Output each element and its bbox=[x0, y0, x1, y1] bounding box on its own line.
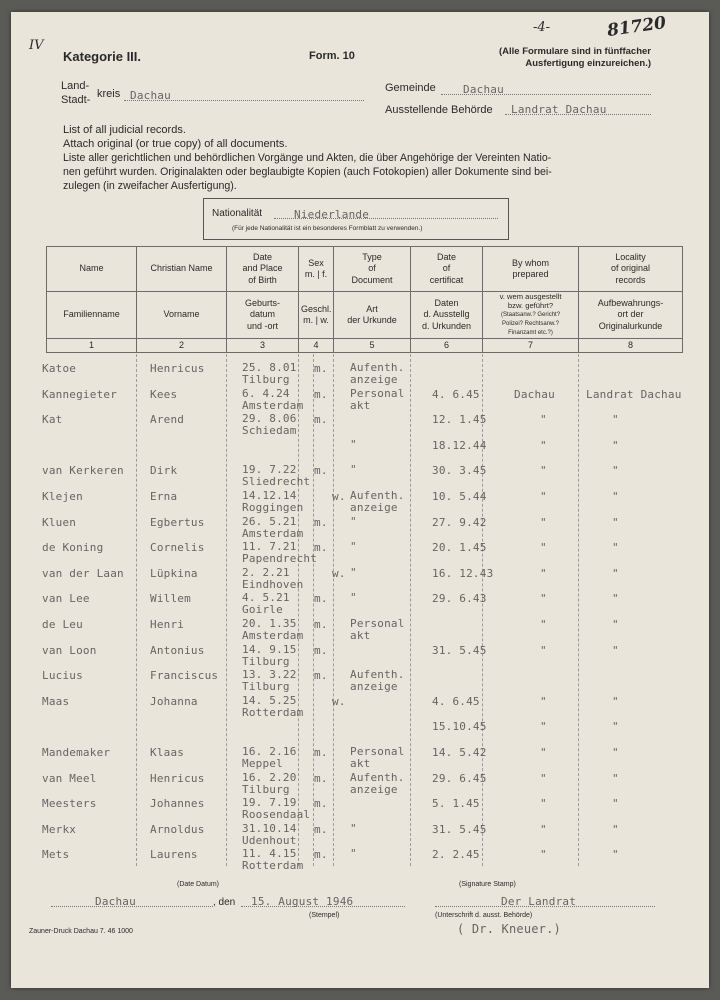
birth-cell-line-2: Tilburg bbox=[242, 654, 290, 668]
birth-cell-line-1: 11. 7.21 bbox=[242, 540, 297, 554]
table-row bbox=[42, 847, 682, 874]
prepared-by-cell: " bbox=[540, 720, 547, 734]
locality-cell: " bbox=[612, 541, 619, 555]
records-table-header bbox=[46, 246, 683, 353]
first-name-cell: Klaas bbox=[150, 746, 185, 759]
first-name-cell: Laurens bbox=[150, 848, 198, 862]
sex-m-cell: m. bbox=[314, 464, 328, 478]
table-row bbox=[42, 514, 682, 542]
birth-cell-line-2: Udenhout bbox=[242, 833, 297, 847]
table-row bbox=[42, 540, 682, 567]
kreis-label: kreis bbox=[97, 88, 121, 100]
prepared-by-cell: " bbox=[540, 490, 547, 503]
birth-cell-line-2: Tilburg bbox=[242, 680, 290, 694]
certificate-date-cell: 31. 5.45 bbox=[432, 822, 487, 836]
first-name-cell: Johannes bbox=[150, 797, 205, 811]
document-type-cell bbox=[350, 439, 357, 451]
document-type-cell bbox=[350, 362, 405, 386]
table-row bbox=[42, 565, 682, 593]
birth-cell bbox=[242, 797, 310, 821]
locality-cell: " bbox=[612, 694, 619, 708]
birth-cell-line-1: 13. 3.22 bbox=[242, 668, 297, 682]
col-name-de: Familienname bbox=[47, 292, 137, 339]
birth-cell-line-1: 11. 4.15 bbox=[242, 847, 297, 861]
prepared-by-cell: " bbox=[540, 541, 547, 555]
signature-field bbox=[435, 892, 655, 907]
col-christian-en: Christian Name bbox=[137, 247, 227, 292]
birth-cell bbox=[242, 388, 303, 412]
first-name-cell: Arend bbox=[150, 413, 185, 427]
birth-cell-line-2: Papendrecht bbox=[242, 552, 318, 566]
document-type-cell-line-2: akt bbox=[350, 757, 371, 770]
document-type-cell bbox=[350, 516, 357, 528]
surname-cell: Maas bbox=[42, 694, 70, 708]
table-row bbox=[42, 821, 682, 849]
birth-cell-line-1: 16. 2.16 bbox=[242, 745, 297, 758]
stadt-label: Stadt- bbox=[61, 94, 91, 106]
col-cert-de: Daten d. Ausstellg d. Urkunden bbox=[411, 292, 483, 339]
certificate-date-cell: 18.12.44 bbox=[432, 438, 487, 452]
sex-w-cell: w. bbox=[332, 566, 346, 580]
col-sex-en: Sex m. | f. bbox=[299, 247, 334, 292]
first-name-cell: Erna bbox=[150, 490, 178, 503]
surname-cell: Klejen bbox=[42, 490, 83, 503]
document-type-cell-line-2: akt bbox=[350, 629, 371, 642]
birth-cell-line-1: 14. 9.15 bbox=[242, 642, 297, 656]
certificate-date-cell: 2. 2.45 bbox=[432, 848, 480, 862]
first-name-cell: Franciscus bbox=[150, 669, 219, 683]
date-field bbox=[241, 892, 405, 907]
first-name-cell: Dirk bbox=[150, 464, 178, 478]
document-type-cell-line-2: anzeige bbox=[350, 373, 398, 386]
nationality-note: (Für jede Nationalität ist ein besonderes Formblatt zu verwenden.) bbox=[232, 225, 423, 232]
printer-mark: Zauner-Druck Dachau 7. 46 1000 bbox=[29, 928, 133, 935]
col-cert-en: Date of certificat bbox=[411, 247, 483, 292]
birth-cell bbox=[242, 772, 297, 796]
birth-cell-line-2: Rotterdam bbox=[242, 859, 304, 873]
table-row bbox=[42, 591, 682, 618]
birth-cell-line-2: Amsterdam bbox=[242, 629, 304, 642]
certificate-date-cell: 4. 6.45 bbox=[432, 694, 480, 708]
locality-cell: " bbox=[612, 797, 619, 811]
certificate-date-cell: 14. 5.42 bbox=[432, 746, 487, 759]
col-who-en: By whom prepared bbox=[483, 247, 579, 292]
document-type-cell bbox=[350, 823, 357, 835]
document-type-cell bbox=[350, 618, 405, 642]
col-name-en: Name bbox=[47, 247, 137, 292]
surname-cell: Kat bbox=[42, 413, 63, 427]
col-number-8: 8 bbox=[579, 339, 683, 353]
col-type-en: Type of Document bbox=[334, 247, 411, 292]
first-name-cell: Henricus bbox=[150, 771, 205, 785]
birth-cell-line-2: Roggingen bbox=[242, 501, 304, 514]
sex-m-cell: m. bbox=[314, 746, 328, 759]
form-sheet bbox=[11, 12, 709, 988]
table-row bbox=[42, 361, 682, 388]
table-row bbox=[42, 617, 682, 644]
instruction-line-1: List of all judicial records. bbox=[63, 124, 186, 136]
col-type-de: Art der Urkunde bbox=[334, 292, 411, 339]
col-dob-de: Geburts- datum und -ort bbox=[227, 292, 299, 339]
copies-note-2: Ausfertigung einzureichen.) bbox=[525, 58, 651, 69]
prepared-by-cell: " bbox=[540, 515, 547, 529]
prepared-by-cell: " bbox=[540, 746, 547, 759]
certificate-date-cell: 10. 5.44 bbox=[432, 490, 487, 503]
col-number-1: 1 bbox=[47, 339, 137, 353]
locality-cell: " bbox=[612, 566, 619, 580]
locality-cell: " bbox=[612, 464, 619, 478]
surname-cell: Lucius bbox=[42, 669, 83, 683]
birth-cell bbox=[242, 541, 317, 565]
locality-cell: " bbox=[612, 822, 619, 836]
birth-cell-line-1: 31.10.14 bbox=[242, 821, 297, 835]
form-number: Form. 10 bbox=[309, 50, 355, 62]
locality-cell: " bbox=[612, 618, 619, 631]
birth-cell-line-2: Goirle bbox=[242, 603, 283, 617]
document-type-cell-line-1: " bbox=[350, 847, 357, 861]
document-type-cell-line-1: Aufenth. bbox=[350, 668, 405, 682]
place-field bbox=[51, 892, 213, 907]
birth-cell bbox=[242, 490, 303, 514]
certificate-date-cell: 29. 6.43 bbox=[432, 592, 487, 606]
first-name-cell: Cornelis bbox=[150, 541, 205, 555]
document-type-cell-line-1: " bbox=[350, 463, 357, 477]
birth-cell bbox=[242, 592, 290, 616]
first-name-cell: Antonius bbox=[150, 643, 205, 657]
surname-cell: de Leu bbox=[42, 618, 83, 631]
table-row bbox=[42, 668, 682, 695]
prepared-by-cell: " bbox=[540, 618, 547, 631]
instruction-line-5: zulegen (in zweifacher Ausfertigung). bbox=[63, 180, 237, 192]
gemeinde-field bbox=[441, 80, 651, 95]
surname-cell: Kluen bbox=[42, 515, 77, 529]
sex-m-cell: m. bbox=[314, 669, 328, 683]
surname-cell: van der Laan bbox=[42, 566, 124, 580]
first-name-cell: Henricus bbox=[150, 362, 205, 375]
certificate-date-cell: 5. 1.45 bbox=[432, 797, 480, 811]
document-type-cell-line-1: Aufenth. bbox=[350, 489, 405, 502]
locality-cell: Landrat Dachau bbox=[586, 387, 682, 401]
locality-cell: " bbox=[612, 643, 619, 657]
document-type-cell-line-1: " bbox=[350, 540, 357, 554]
surname-cell: Mandemaker bbox=[42, 746, 111, 759]
document-type-cell-line-1: " bbox=[350, 821, 357, 835]
col-dob-en: Date and Place of Birth bbox=[227, 247, 299, 292]
locality-cell: " bbox=[612, 438, 619, 452]
prepared-by-cell: " bbox=[540, 566, 547, 580]
col-number-6: 6 bbox=[411, 339, 483, 353]
birth-cell-line-2: Rotterdam bbox=[242, 705, 304, 719]
sex-m-cell: m. bbox=[314, 643, 328, 657]
certificate-date-cell: 4. 6.45 bbox=[432, 387, 480, 401]
surname-cell: van Loon bbox=[42, 643, 97, 657]
table-row bbox=[42, 796, 682, 823]
behoerde-field bbox=[505, 100, 651, 115]
birth-cell bbox=[242, 413, 297, 437]
table-row bbox=[42, 642, 682, 670]
col-christian-de: Vorname bbox=[137, 292, 227, 339]
birth-cell-line-1: 4. 5.21 bbox=[242, 591, 290, 605]
first-name-cell: Lüpkina bbox=[150, 566, 198, 580]
first-name-cell: Johanna bbox=[150, 694, 198, 708]
document-type-cell-line-1: Aufenth. bbox=[350, 770, 405, 784]
col-loc-de: Aufbewahrungs- ort der Originalurkunde bbox=[579, 292, 683, 339]
birth-cell-line-2: Eindhoven bbox=[242, 577, 304, 591]
certificate-date-cell: 30. 3.45 bbox=[432, 464, 487, 478]
sex-m-cell: m. bbox=[314, 797, 328, 811]
nationality-box bbox=[203, 198, 509, 240]
surname-cell: van Lee bbox=[42, 592, 90, 606]
prepared-by-cell: " bbox=[540, 592, 547, 606]
birth-cell-line-2: Tilburg bbox=[242, 782, 290, 796]
birth-cell-line-1: 14. 5.25 bbox=[242, 693, 297, 707]
unterschrift-caption: (Unterschrift d. ausst. Behörde) bbox=[435, 912, 533, 919]
kreis-value: Dachau bbox=[130, 89, 171, 102]
document-type-cell bbox=[350, 388, 405, 412]
table-row bbox=[42, 745, 682, 772]
behoerde-value: Landrat Dachau bbox=[511, 103, 607, 116]
sex-m-cell: m. bbox=[314, 822, 328, 836]
signer-name: ( Dr. Kneuer.) bbox=[457, 922, 561, 936]
birth-cell-line-2: Amsterdam bbox=[242, 526, 304, 540]
birth-cell-line-1: 6. 4.24 bbox=[242, 386, 290, 400]
first-name-cell: Willem bbox=[150, 592, 191, 606]
surname-cell: de Koning bbox=[42, 541, 104, 555]
surname-cell: van Kerkeren bbox=[42, 464, 124, 478]
instruction-line-4: nen geführt wurden. Originalakten oder beglaubigte Kopien (auch Fotokopien) aller Dokumente sind bei- bbox=[63, 166, 552, 178]
certificate-date-cell: 31. 5.45 bbox=[432, 643, 487, 657]
birth-cell bbox=[242, 848, 303, 872]
birth-cell bbox=[242, 516, 303, 540]
birth-cell-line-1: 26. 5.21 bbox=[242, 514, 297, 528]
locality-cell: " bbox=[612, 490, 619, 503]
sex-m-cell: m. bbox=[314, 413, 328, 427]
signature-caption: (Signature Stamp) bbox=[459, 881, 516, 888]
certificate-date-cell: 12. 1.45 bbox=[432, 413, 487, 427]
locality-cell: " bbox=[612, 848, 619, 862]
document-type-cell-line-2: anzeige bbox=[350, 501, 398, 514]
document-type-cell-line-1: Personal bbox=[350, 617, 405, 630]
table-row bbox=[46, 720, 682, 746]
locality-cell: " bbox=[612, 771, 619, 785]
birth-cell-line-2: Sliedrecht bbox=[242, 475, 311, 489]
gemeinde-label: Gemeinde bbox=[385, 82, 436, 94]
sex-m-cell: m. bbox=[314, 848, 328, 862]
birth-cell bbox=[242, 669, 297, 693]
document-type-cell bbox=[350, 592, 357, 604]
prepared-by-cell: " bbox=[540, 848, 547, 862]
birth-cell-line-1: 16. 2.20 bbox=[242, 770, 297, 784]
birth-cell-line-2: Schiedam bbox=[242, 424, 297, 438]
certificate-date-cell: 16. 12.43 bbox=[432, 566, 494, 580]
document-type-cell-line-1: " bbox=[350, 514, 357, 528]
sex-m-cell: m. bbox=[314, 541, 328, 555]
document-type-cell-line-1: Personal bbox=[350, 745, 405, 758]
certificate-date-cell: 20. 1.45 bbox=[432, 541, 487, 555]
table-row bbox=[46, 439, 682, 465]
table-row bbox=[42, 770, 682, 798]
surname-cell: Kannegieter bbox=[42, 387, 118, 401]
surname-cell: Merkx bbox=[42, 822, 77, 836]
behoerde-label: Ausstellende Behörde bbox=[385, 104, 493, 116]
category-label: Kategorie III. bbox=[63, 49, 142, 64]
place-value: Dachau bbox=[95, 895, 136, 908]
document-type-cell bbox=[350, 567, 357, 579]
document-type-cell bbox=[350, 490, 405, 514]
nationality-label: Nationalität bbox=[212, 208, 263, 219]
sex-m-cell: m. bbox=[314, 592, 328, 606]
sex-m-cell: m. bbox=[314, 387, 328, 401]
birth-cell-line-1: 29. 8.06 bbox=[242, 412, 297, 426]
sex-w-cell: w. bbox=[332, 490, 346, 503]
copies-note-1: (Alle Formulare sind in fünffacher bbox=[498, 46, 651, 57]
birth-cell bbox=[242, 746, 297, 770]
col-number-7: 7 bbox=[483, 339, 579, 353]
instruction-line-3: Liste aller gerichtlichen und behördlichen Vorgänge und Akten, die über Angehörige der Vereinten Natio- bbox=[63, 152, 552, 164]
sex-m-cell: m. bbox=[314, 618, 328, 631]
document-type-cell-line-2: akt bbox=[350, 398, 371, 412]
nationality-field bbox=[274, 205, 498, 219]
sex-m-cell: m. bbox=[314, 515, 328, 529]
birth-cell-line-2: Roosendaal bbox=[242, 808, 311, 822]
birth-cell bbox=[242, 644, 297, 668]
nationality-value: Niederlande bbox=[294, 208, 370, 221]
page-mark: -4- bbox=[533, 20, 551, 35]
gemeinde-value: Dachau bbox=[463, 83, 504, 96]
birth-cell bbox=[242, 695, 303, 719]
prepared-by-cell: " bbox=[540, 822, 547, 836]
col-number-2: 2 bbox=[137, 339, 227, 353]
table-row bbox=[42, 489, 682, 516]
document-type-cell-line-2: anzeige bbox=[350, 782, 398, 796]
instruction-line-2: Attach original (or true copy) of all documents. bbox=[63, 138, 288, 150]
prepared-by-cell: " bbox=[540, 464, 547, 478]
records-table-body bbox=[42, 354, 682, 873]
birth-cell-line-1: 19. 7.19 bbox=[242, 796, 297, 810]
document-type-cell-line-1: Personal bbox=[350, 386, 405, 400]
stamp-number: 81720 bbox=[605, 12, 668, 42]
locality-cell: " bbox=[612, 720, 619, 734]
den-label: , den bbox=[213, 897, 236, 908]
col-sex-de: Geschl. m. | w. bbox=[299, 292, 334, 339]
surname-cell: Meesters bbox=[42, 797, 97, 811]
locality-cell: " bbox=[612, 592, 619, 606]
first-name-cell: Henri bbox=[150, 618, 185, 631]
document-type-cell bbox=[350, 772, 405, 796]
col-loc-en: Locality of original records bbox=[579, 247, 683, 292]
sex-w-cell: w. bbox=[332, 694, 346, 708]
document-type-cell-line-1: " bbox=[350, 437, 357, 451]
document-type-cell-line-1: " bbox=[350, 591, 357, 605]
document-type-cell bbox=[350, 746, 405, 770]
date-value: 15. August 1946 bbox=[251, 895, 354, 908]
table-row bbox=[42, 412, 682, 439]
certificate-date-cell: 29. 6.45 bbox=[432, 771, 487, 785]
birth-cell bbox=[242, 362, 297, 386]
locality-cell: " bbox=[612, 746, 619, 759]
col-who-de: v. wem ausgestellt bzw. geführt? (Staatsanw.? Gericht? Polizei? Rechtsanw.? Finanzamt etc.?) bbox=[483, 292, 579, 339]
col-number-3: 3 bbox=[227, 339, 299, 353]
sex-m-cell: m. bbox=[314, 771, 328, 785]
table-row bbox=[42, 386, 682, 414]
stempel-caption: (Stempel) bbox=[309, 912, 340, 919]
birth-cell-line-1: 19. 7.22 bbox=[242, 463, 297, 477]
date-caption: (Date Datum) bbox=[177, 881, 220, 888]
prepared-by-cell: " bbox=[540, 438, 547, 452]
col-number-4: 4 bbox=[299, 339, 334, 353]
prepared-by-cell: " bbox=[540, 694, 547, 708]
document-type-cell bbox=[350, 541, 357, 553]
certificate-date-cell: 27. 9.42 bbox=[432, 515, 487, 529]
document-type-cell-line-1: " bbox=[350, 565, 357, 579]
birth-cell-line-1: 2. 2.21 bbox=[242, 565, 290, 579]
document-type-cell bbox=[350, 464, 357, 476]
first-name-cell: Arnoldus bbox=[150, 822, 205, 836]
document-type-cell bbox=[350, 669, 405, 693]
birth-cell-line-1: 14.12.14 bbox=[242, 489, 297, 502]
locality-cell: " bbox=[612, 515, 619, 529]
table-row bbox=[42, 693, 682, 721]
first-name-cell: Kees bbox=[150, 387, 178, 401]
surname-cell: Katoe bbox=[42, 362, 77, 375]
locality-cell: " bbox=[612, 413, 619, 427]
birth-cell-line-2: Amsterdam bbox=[242, 398, 304, 412]
signer-title: Der Landrat bbox=[501, 895, 577, 908]
kreis-field bbox=[124, 86, 364, 101]
birth-cell-line-1: 20. 1.35 bbox=[242, 617, 297, 630]
first-name-cell: Egbertus bbox=[150, 515, 205, 529]
roman-numeral-mark: IV bbox=[29, 38, 44, 53]
document-type-cell-line-1: Aufenth. bbox=[350, 361, 405, 374]
surname-cell: Mets bbox=[42, 848, 70, 862]
sex-m-cell: m. bbox=[314, 362, 328, 375]
prepared-by-cell: " bbox=[540, 643, 547, 657]
prepared-by-cell: " bbox=[540, 797, 547, 811]
surname-cell: van Meel bbox=[42, 771, 97, 785]
birth-cell-line-2: Tilburg bbox=[242, 373, 290, 386]
land-label: Land- bbox=[61, 80, 90, 92]
birth-cell bbox=[242, 464, 310, 488]
certificate-date-cell: 15.10.45 bbox=[432, 720, 487, 734]
table-row bbox=[42, 463, 682, 490]
birth-cell bbox=[242, 823, 297, 847]
prepared-by-cell: " bbox=[540, 413, 547, 427]
birth-cell bbox=[242, 567, 303, 591]
prepared-by-cell: " bbox=[540, 771, 547, 785]
document-type-cell bbox=[350, 848, 357, 860]
birth-cell-line-2: Meppel bbox=[242, 757, 283, 770]
col-number-5: 5 bbox=[334, 339, 411, 353]
birth-cell bbox=[242, 618, 303, 642]
document-type-cell-line-2: anzeige bbox=[350, 680, 398, 694]
prepared-by-cell: Dachau bbox=[514, 387, 555, 401]
birth-cell-line-1: 25. 8.01 bbox=[242, 361, 297, 374]
